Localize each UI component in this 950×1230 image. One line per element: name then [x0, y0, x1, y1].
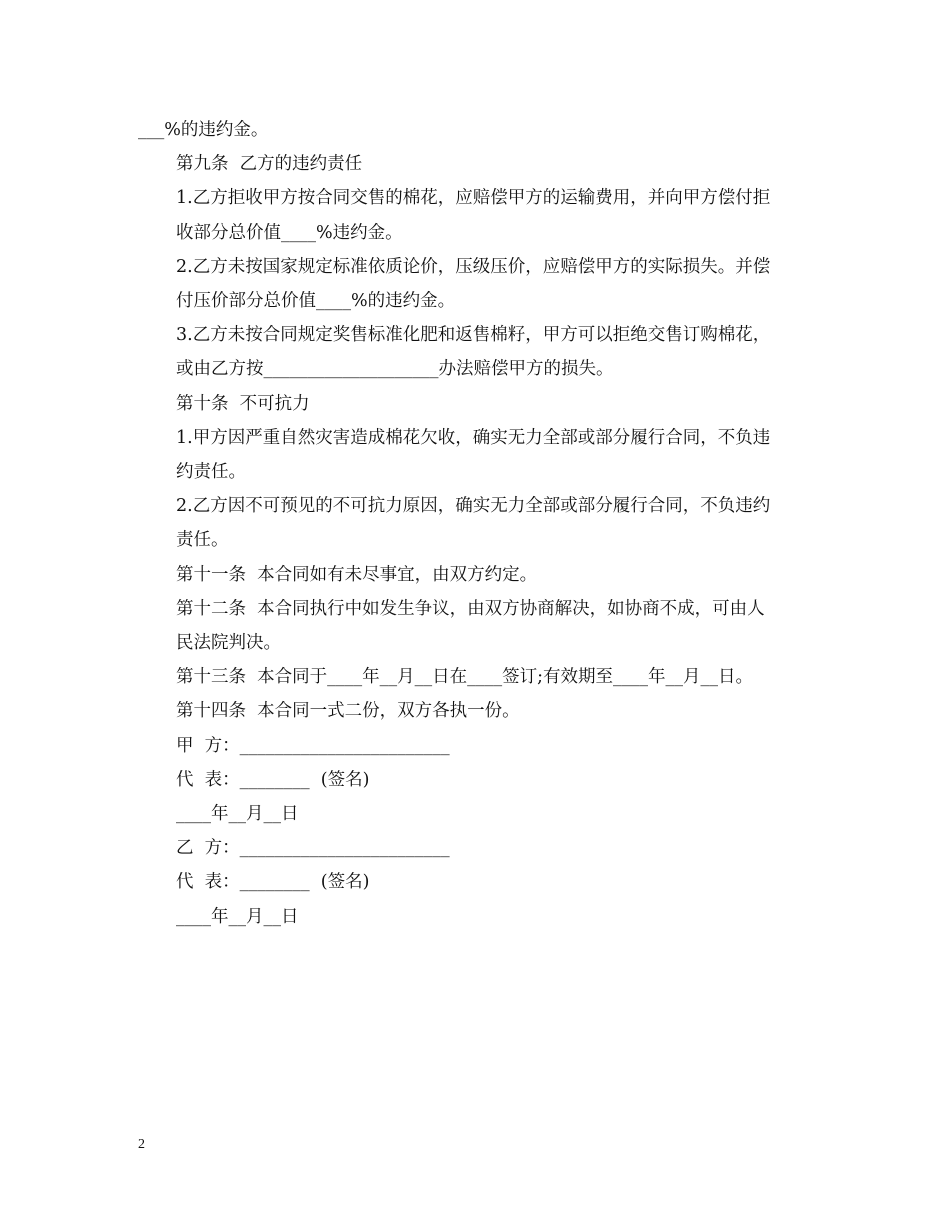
- paragraph: [138, 660, 813, 694]
- paragraph-line: ____年__月__日: [176, 804, 299, 825]
- paragraph: [138, 421, 813, 489]
- page-number: 2: [138, 1137, 145, 1152]
- paragraph: [138, 729, 813, 763]
- paragraph: [138, 831, 813, 865]
- paragraph-line: 乙 方：________________________: [176, 838, 450, 859]
- paragraph: [138, 489, 813, 557]
- paragraph-line: 2.乙方因不可预见的不可抗力原因，确实无力全部或部分履行合同，不负违约: [176, 496, 771, 517]
- paragraph: [138, 387, 813, 421]
- paragraph-line: 1.甲方因严重自然灾害造成棉花欠收，确实无力全部或部分履行合同，不负违: [176, 427, 771, 448]
- paragraph: [138, 592, 813, 660]
- paragraph-line: 第十三条 本合同于____年__月__日在____签订;有效期至____年__月__日。: [176, 667, 754, 688]
- paragraph-line: 付压价部分总价值____%的违约金。: [176, 291, 456, 312]
- paragraph: [138, 181, 813, 249]
- paragraph-line: 代 表：________ (签名): [176, 872, 370, 893]
- paragraph: [138, 900, 813, 934]
- paragraph: [138, 694, 813, 728]
- paragraph-line: 代 表：________ (签名): [176, 769, 370, 790]
- paragraph-line: 民法院判决。: [176, 633, 281, 654]
- paragraph-line: ___%的违约金。: [138, 120, 269, 140]
- paragraph: [138, 797, 813, 831]
- paragraph-line: 第十二条 本合同执行中如发生争议，由双方协商解决，如协商不成，可由人: [176, 598, 765, 619]
- paragraph: [138, 318, 813, 386]
- paragraph-line: 1.乙方拒收甲方按合同交售的棉花，应赔偿甲方的运输费用，并向甲方偿付拒: [176, 188, 771, 209]
- paragraph: [138, 763, 813, 797]
- paragraph-line: 第九条 乙方的违约责任: [176, 154, 363, 175]
- paragraph-line: 或由乙方按____________________办法赔偿甲方的损失。: [176, 359, 614, 380]
- paragraph-line: 第十四条 本合同一式二份，双方各执一份。: [176, 701, 520, 722]
- paragraph-line: 第十条 不可抗力: [176, 393, 310, 414]
- paragraph: [138, 558, 813, 592]
- paragraph: [138, 147, 813, 181]
- paragraph-line: 收部分总价值____%违约金。: [176, 222, 403, 243]
- paragraph-line: 第十一条 本合同如有未尽事宜，由双方约定。: [176, 564, 538, 585]
- paragraph-line: 约责任。: [176, 462, 246, 483]
- document-body: [138, 113, 813, 934]
- paragraph: [138, 865, 813, 899]
- paragraph-line: 3.乙方未按合同规定奖售标准化肥和返售棉籽，甲方可以拒绝交售订购棉花，: [176, 325, 771, 346]
- paragraph: [138, 113, 813, 147]
- paragraph-line: 2.乙方未按国家规定标准依质论价，压级压价，应赔偿甲方的实际损失。并偿: [176, 256, 771, 277]
- paragraph-line: 责任。: [176, 530, 229, 551]
- paragraph-line: 甲 方：________________________: [176, 735, 450, 756]
- paragraph-line: ____年__月__日: [176, 906, 299, 927]
- paragraph: [138, 250, 813, 318]
